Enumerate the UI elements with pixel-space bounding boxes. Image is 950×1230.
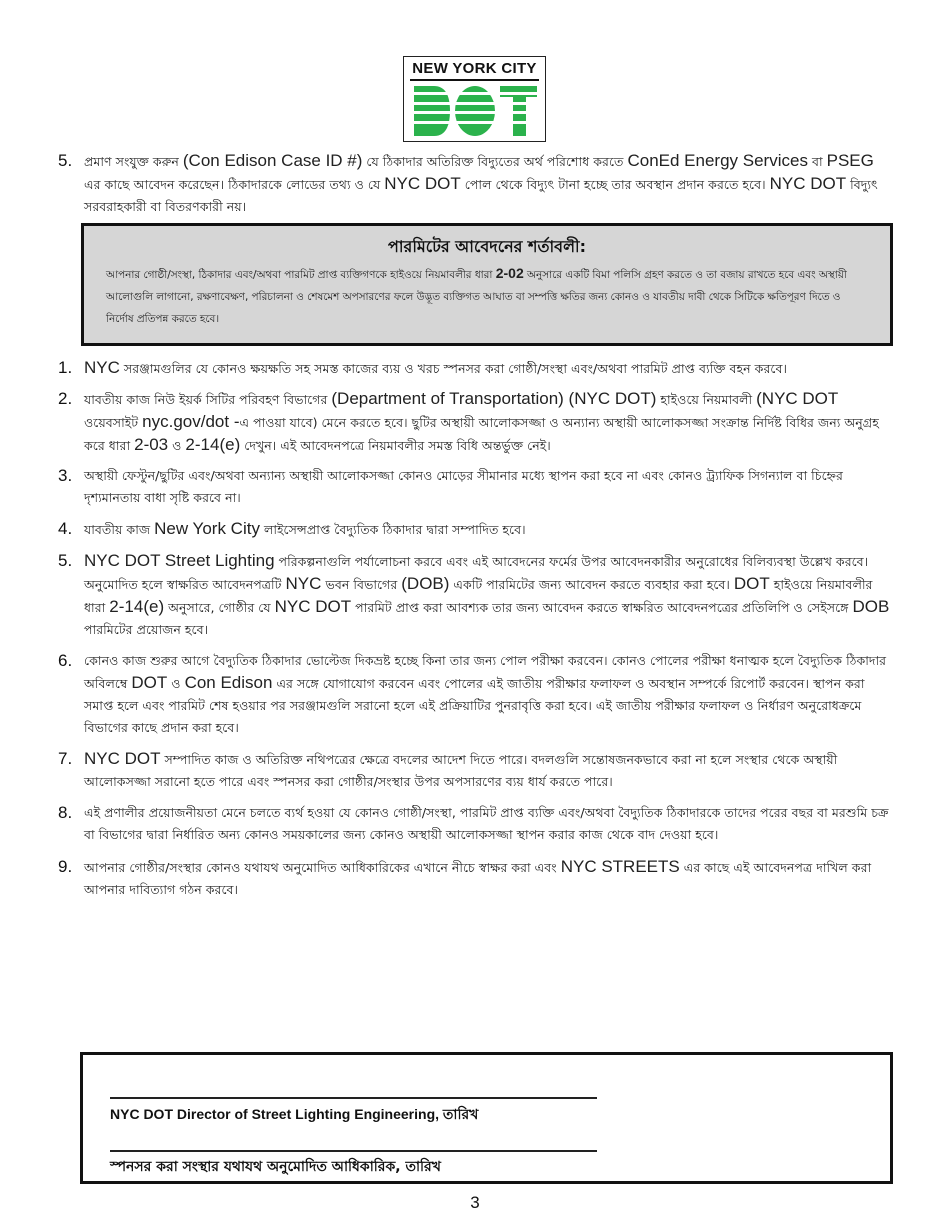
- item-number: 9.: [58, 857, 73, 876]
- item-text: এই প্রণালীর প্রয়োজনীয়তা মেনে চলতে ব্যর্থ হওয়া যে কোনও গোষ্ঠী/সংস্থা, পারমিট প্রাপ্ত ব্যক্তি এবং/অথবা বৈদ্যুতিক ঠিকাদারকে তাদের পরের বছর বা মরশুমি চক্র বা বিভাগের দ্বারা নির্ধারিত অন্য কোনও সময়কালের জন্য কোনও অস্থায়ী আলোকসজ্জা স্থাপন করার কাজ থেকে বাদ দেওয়া হবে।: [84, 805, 889, 842]
- item-text: কোনও কাজ শুরুর আগে বৈদ্যুতিক ঠিকাদার ভোল্টেজ দিকভ্রষ্ট হচ্ছে কিনা তার জন্য পোল পরীক্ষা করবেন। কোনও পোলের পরীক্ষা ধনাত্মক হলে বৈদ্যুতিক ঠিকাদার অবিলম্বে DOT ও Con Edison এর সঙ্গে যোগাযোগ করবেন এবং পোলের এই জাতীয় পরীক্ষার ফলাফল ও অবস্থান সম্পর্কে রিপোর্ট করবেন। স্থাপন করা সমাপ্ত হলে এবং পারমিট শেষ হওয়ার পর সরঞ্জামগুলি সরানো হলে এই প্রক্রিয়াটির পুনরাবৃত্তি করা হবে। এই জাতীয় পরীক্ষার ফলাফল ও নির্ধারণ অনুরোধক্রমে বিভাগের কাছে প্রদান করা হবে।: [84, 653, 887, 735]
- item-text: NYC সরঞ্জামগুলির যে কোনও ক্ষয়ক্ষতি সহ সমস্ত কাজের ব্যয় ও খরচ স্পনসর করা গোষ্ঠী/সংস্থা এবং/অথবা পারমিট প্রাপ্ত ব্যক্তি বহন করবে।: [84, 358, 787, 377]
- item-number: 7.: [58, 749, 73, 768]
- item-number: 3.: [58, 466, 73, 485]
- list-item-4: [58, 518, 894, 541]
- list-item-3: [58, 465, 894, 509]
- list-item-6: [58, 650, 894, 739]
- signature-box: [80, 1052, 893, 1184]
- item-number: 2.: [58, 389, 73, 408]
- item-text: NYC DOT Street Lighting পরিকল্পনাগুলি পর্যালোচনা করবে এবং এই আবেদনের ফর্মের উপর আবেদনকারীর অনুরোধের বিলিব্যবস্থা উল্লেখ করবে। অনুমোদিত হলে স্বাক্ষরিত আবেদনপত্রটি NYC ভবন বিভাগের (DOB) একটি পারমিটের জন্য আবেদন করতে ব্যবহার করা হবে। DOT হাইওয়ে নিয়মাবলীর ধারা 2-14(e) অনুসারে, গোষ্ঠীর যে NYC DOT পারমিট প্রাপ্ত করা আবশ্যক তার জন্য আবেদন করতে স্বাক্ষরিত আবেদনপত্রের প্রতিলিপি ও সেইসঙ্গে DOB পারমিটের প্রয়োজন হবে।: [84, 551, 890, 637]
- item-number: 6.: [58, 651, 73, 670]
- sponsor-signature-label: স্পনসর করা সংস্থার যথাযথ অনুমোদিত আধিকারিক, তারিখ: [110, 1159, 441, 1175]
- list-item-7: [58, 748, 894, 793]
- dot-logo-mark: [412, 84, 539, 138]
- item-number: 4.: [58, 519, 73, 538]
- list-item-9: [58, 856, 894, 901]
- intro-item: [58, 150, 894, 218]
- item-number: 5.: [58, 551, 73, 570]
- item-number: 1.: [58, 358, 73, 377]
- list-item-8: [58, 802, 894, 846]
- item-text: অস্থায়ী ফেস্টুন/ছুটির এবং/অথবা অন্যান্য অস্থায়ী আলোকসজ্জা কোনও মোড়ের সীমানার মধ্যে স্থাপন করা হবে না এবং কোনও ট্র্যাফিক সিগন্যাল বা চিহ্নের দৃশ্যমানতায় বাধা সৃষ্টি করবে না।: [84, 468, 843, 505]
- director-signature-label: NYC DOT Director of Street Lighting Engineering, তারিখ: [110, 1106, 479, 1122]
- item-number: 8.: [58, 803, 73, 822]
- nyc-dot-logo: [403, 56, 546, 142]
- item-text: আপনার গোষ্ঠীর/সংস্থার কোনও যথাযথ অনুমোদিত আধিকারিকের এখানে নীচে স্বাক্ষর করা এবং NYC STREETS এর কাছে এই আবেদনপত্র দাখিল করা আপনার দাবিত্যাগ গঠন করবে।: [84, 857, 872, 897]
- permit-conditions-box: [81, 223, 893, 346]
- list-item-5: [58, 550, 894, 641]
- conditions-title: পারমিটের আবেদনের শর্তাবলী:: [388, 237, 586, 256]
- page-number: 3: [470, 1193, 480, 1212]
- item-text: যাবতীয় কাজ New York City লাইসেন্সপ্রাপ্ত বৈদ্যুতিক ঠিকাদার দ্বারা সম্পাদিত হবে।: [84, 519, 526, 538]
- logo-title: NEW YORK CITY: [412, 60, 537, 77]
- intro-number: 5.: [58, 151, 73, 170]
- list-item-2: [58, 388, 894, 457]
- director-signature-line[interactable]: [110, 1097, 597, 1099]
- item-text: যাবতীয় কাজ নিউ ইয়র্ক সিটির পরিবহণ বিভাগের (Department of Transportation) (NYC DOT) হাইওয়ে নিয়মাবলী (NYC DOT ওয়েবসাইট nyc.gov/dot -এ পাওয়া যাবে) মেনে করতে হবে। ছুটির অস্থায়ী আলোকসজ্জা ও অন্যান্য অস্থায়ী আলোকসজ্জা সংক্রান্ত নির্দিষ্ট বিধির জন্য অনুগ্রহ করে ধারা 2-03 ও 2-14(e) দেখুন। এই আবেদনপত্রে নিয়মাবলীর সমস্ত বিধি অন্তর্ভুক্ত নেই।: [84, 389, 879, 454]
- conditions-body: আপনার গোষ্ঠী/সংস্থা, ঠিকাদার এবং/অথবা পারমিট প্রাপ্ত ব্যক্তিগণকে হাইওয়ে নিয়মাবলীর ধারা 2-02 অনুসারে একটি বিমা পলিসি গ্রহণ করতে ও তা বজায় রাখতে হবে এবং অস্থায়ী আলোগুলি লাগানো, রক্ষণাবেক্ষণ, পরিচালনা ও শেষমেশ অপসারণের ফলে উদ্ভূত ব্যক্তিগত আঘাত বা সম্পত্তি ক্ষতির জন্য কোনও ও যাবতীয় দাবী থেকে সিটিকে ক্ষতিপূরণ দিতে ও নির্দোষ প্রতিপন্ন করতে হবে।: [106, 265, 847, 325]
- logo-rule: [410, 79, 539, 81]
- list-item-1: [58, 357, 894, 380]
- intro-text: প্রমাণ সংযুক্ত করুন (Con Edison Case ID #) যে ঠিকাদার অতিরিক্ত বিদ্যুতের অর্থ পরিশোধ করতে ConEd Energy Services বা PSEG এর কাছে আবেদন করেছেন। ঠিকাদারকে লোডের তথ্য ও যে NYC DOT পোল থেকে বিদ্যুৎ টানা হচ্ছে তার অবস্থান প্রদান করতে হবে। NYC DOT বিদ্যুৎ সরবরাহকারী বা বিতরণকারী নয়।: [84, 151, 878, 214]
- sponsor-signature-line[interactable]: [110, 1150, 597, 1152]
- item-text: NYC DOT সম্পাদিত কাজ ও অতিরিক্ত নথিপত্রের ক্ষেত্রে বদলের আদেশ দিতে পারে। বদলগুলি সন্তোষজনকভাবে করা না হলে সংস্থার থেকে অস্থায়ী আলোকসজ্জা সরানো হতে পারে এবং স্পনসর করা গোষ্ঠীর/সংস্থার উপর অপসারণের ব্যয় ধার্য করতে পারে।: [84, 749, 838, 789]
